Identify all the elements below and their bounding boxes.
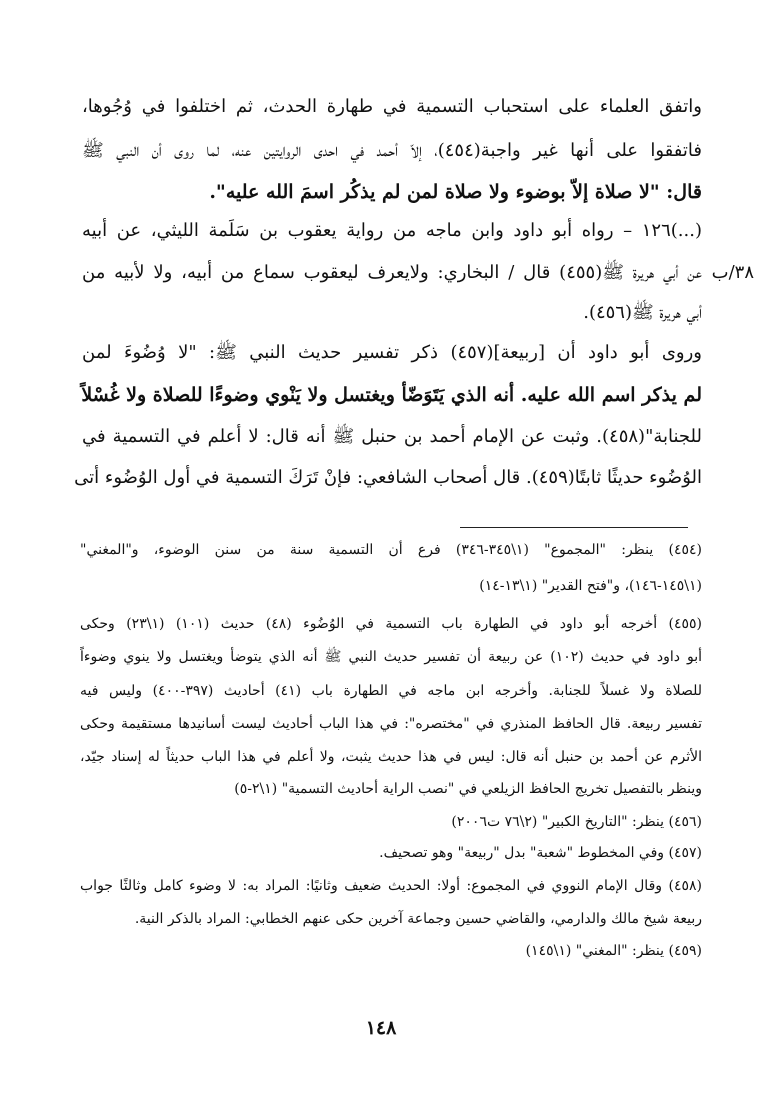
main-text-line-2: فاتفقوا على أنها غير واجبة(٤٥٤)، إلاّ أحمد في احدى الروايتين عنه، لما روى أن النبي ﷺ bbox=[82, 140, 702, 161]
footnote-line-11: (٤٥٨) وقال الإمام النووي في المجموع: أولا: الحديث ضعيف وثانيًا: المراد به: لا وضوء كامل وثالثًا جواب bbox=[80, 878, 702, 894]
footnote-line-13: (٤٥٩) ينظر: "المغني" (١\١٤٥) bbox=[525, 943, 702, 959]
footnote-line-4: أبو داود في حديث (١٠٢) عن ربيعة أن تفسير حديث النبي ﷺ أنه الذي يتوضأ ويغتسل ولا ينوي وضوءاً bbox=[80, 649, 702, 665]
footnote-line-7: الأثرم عن أحمد بن حنبل أنه قال: ليس في هذا حديث يثبت، ولا أعلم في هذا الباب حديثاً له إسناد جيّد، bbox=[80, 749, 702, 765]
footnote-line-12: ربيعة شيخ مالك والدارمي، والقاضي حسين وجماعة آخرين حكى عنهم الخطابي: المراد بالذكر النية. bbox=[134, 911, 702, 927]
footnote-line-3: (٤٥٥) أخرجه أبو داود في الطهارة باب التسمية في الوُضُوء (٤٨) حديث (١٠١) (١\٢٣) وحكى bbox=[80, 616, 703, 632]
main-text-line-8: لم يذكر اسم الله عليه. أنه الذي يَتَوَضّأ ويغتسل ولا يَنْوي وضوءًا للصلاة ولا غُسْلاً bbox=[81, 384, 702, 406]
footnote-line-5: للصلاة ولا غسلاً للجنابة. وأخرجه ابن ماجه في الطهارة باب (٤١) أحاديث (٣٩٧-٤٠٠) وليس فيه bbox=[80, 683, 702, 699]
folio-margin-note: ٣٨/ب bbox=[711, 262, 754, 283]
main-text-line-7: وروى أبو داود أن [ربيعة](٤٥٧) ذكر تفسير حديث النبي ﷺ: "لا وُضُوءَ لمن bbox=[82, 342, 702, 363]
main-text-line-5: عن أبي هريرة ﷺ(٤٥٥) قال / البخاري: ولايعرف ليعقوب سماع من أبيه، ولا لأبيه من bbox=[82, 262, 702, 283]
footnote-line-8: وينظر بالتفصيل تخريج الحافظ الزيلعي في "نصب الراية أحاديث التسمية" (١\٢-٥) bbox=[234, 781, 702, 797]
main-text-line-6: أبي هريرة ﷺ(٤٥٦). bbox=[583, 302, 702, 323]
page-number: ١٤٨ bbox=[365, 1017, 397, 1039]
footnote-line-1: (٤٥٤) ينظر: "المجموع" (١\٣٤٥-٣٤٦) فرع أن التسمية سنة من سنن الوضوء، و"المغني" bbox=[80, 542, 702, 558]
main-text-line-10: الوُضُوء حديثًا ثابتًا(٤٥٩). قال أصحاب الشافعي: فإنْ تَرَكَ التسمية في أول الوُضُوء أتى bbox=[74, 467, 702, 488]
footnote-line-6: تفسير ربيعة. قال الحافظ المنذري في "مختصره": في هذا الباب أحاديث ليست أسانيدها مستقيمة وحكى bbox=[80, 716, 702, 732]
footnote-line-9: (٤٥٦) ينظر: "التاريخ الكبير" (٢\٧٦ ت٢٠٠٦) bbox=[451, 814, 702, 830]
main-text-line-4: (...)١٢٦ – رواه أبو داود وابن ماجه من رواية يعقوب بن سَلَمة الليثي، عن أبيه bbox=[82, 220, 702, 241]
main-text-line-9: للجنابة"(٤٥٨). وثبت عن الإمام أحمد بن حنبل ﷺ أنه قال: لا أعلم في التسمية في bbox=[82, 426, 702, 447]
footnote-line-2: (١\١٤٥-١٤٦)، و"فتح القدير" (١\١٣-١٤) bbox=[479, 578, 702, 594]
footnote-line-10: (٤٥٧) وفي المخطوط "شعبة" بدل "ربيعة" وهو تصحيف. bbox=[379, 845, 702, 861]
main-text-line-1: واتفق العلماء على استحباب التسمية في طهارة الحدث، ثم اختلفوا في وُجُوها، bbox=[82, 96, 702, 117]
footnote-divider bbox=[460, 527, 688, 528]
main-text-line-3: قال: "لا صلاة إلاّ بوضوء ولا صلاة لمن لم يذكُر اسمَ الله عليه". bbox=[209, 181, 702, 203]
